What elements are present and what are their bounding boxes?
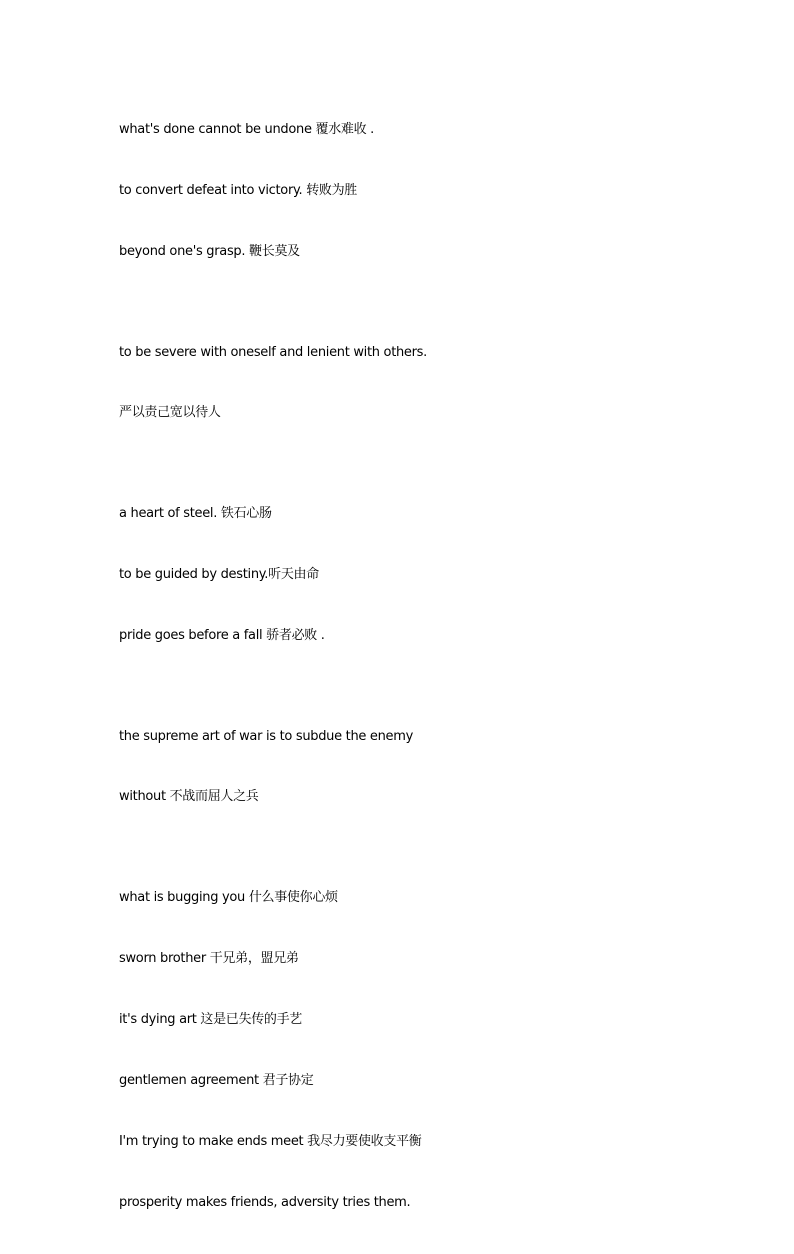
phrase-entry: pride goes before a fall 骄者必败 . bbox=[119, 628, 325, 643]
phrase-entry: to be guided by destiny.听天由命 bbox=[119, 567, 319, 582]
phrase-entry bbox=[119, 687, 679, 847]
phrase-english: the supreme art of war is to subdue the enemy bbox=[119, 729, 414, 744]
phrase-chinese: 严以责己宽以待人 bbox=[119, 405, 221, 420]
phrase-entry: prosperity makes friends, adversity tries them. bbox=[119, 1195, 411, 1210]
phrase-entry: what is bugging you 什么事使你心烦 bbox=[119, 890, 338, 905]
phrase-entry: sworn brother 干兄弟，盟兄弟 bbox=[119, 951, 299, 966]
phrase-entry: gentlemen agreement 君子协定 bbox=[119, 1073, 314, 1088]
phrase-chinese: without 不战而屈人之兵 bbox=[119, 789, 259, 804]
phrase-entry: what's done cannot be undone 覆水难收 . bbox=[119, 122, 374, 137]
phrase-entry: beyond one's grasp. 鞭长莫及 bbox=[119, 244, 300, 259]
phrase-entry: a heart of steel. 铁石心肠 bbox=[119, 506, 272, 521]
phrase-entry: I'm trying to make ends meet 我尽力要使收支平衡 bbox=[119, 1134, 422, 1149]
phrase-english: to be severe with oneself and lenient with others. bbox=[119, 345, 427, 360]
phrase-entry bbox=[119, 303, 679, 463]
phrase-list bbox=[119, 120, 679, 1254]
phrase-entry: it's dying art 这是已失传的手艺 bbox=[119, 1012, 303, 1027]
phrase-entry: to convert defeat into victory. 转败为胜 bbox=[119, 183, 357, 198]
